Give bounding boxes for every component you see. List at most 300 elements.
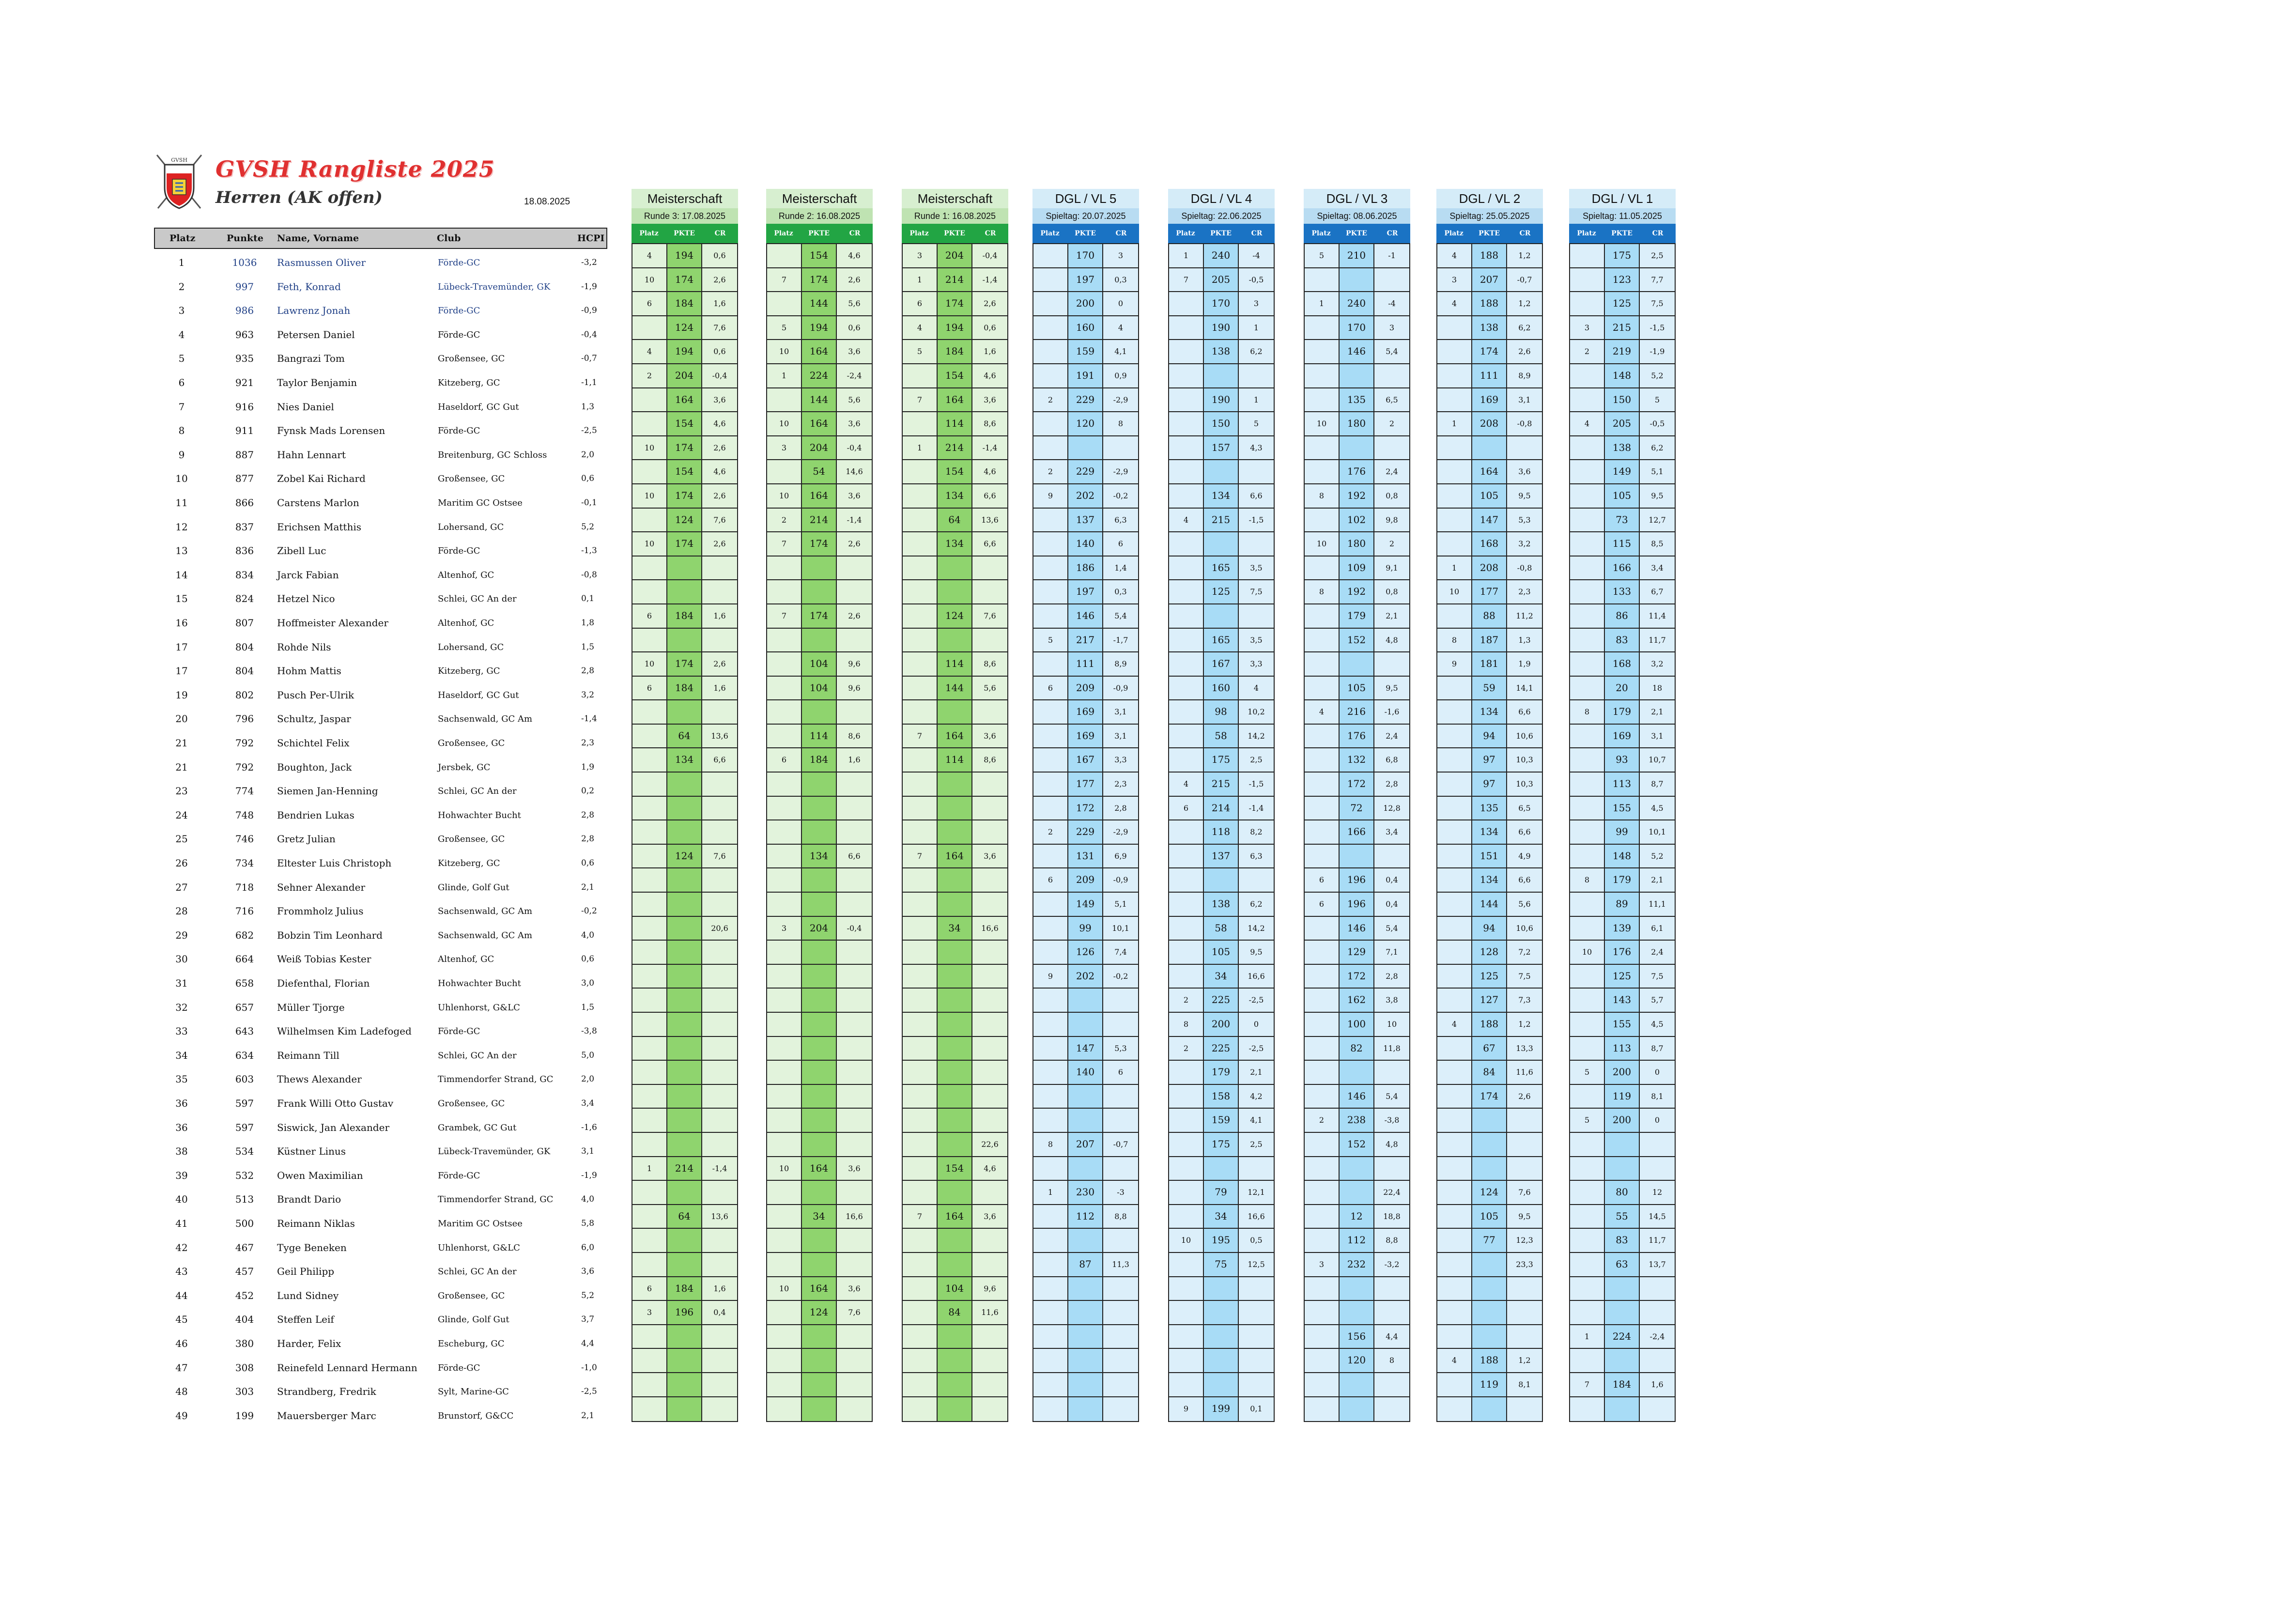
table-row <box>767 797 872 821</box>
cell-cr: 2,8 <box>1103 797 1138 821</box>
table-row <box>1305 1109 1409 1133</box>
cell-platz <box>1033 1325 1068 1349</box>
cell-cr: 2,6 <box>702 652 737 677</box>
cell-pkte: 154 <box>667 412 702 436</box>
row-hcpi: 2,0 <box>581 1074 595 1084</box>
cell-cr: 10,6 <box>1507 917 1542 941</box>
cell-cr <box>1239 868 1274 893</box>
cell-cr: 8,8 <box>1103 1205 1138 1229</box>
cell-platz: 7 <box>903 388 938 413</box>
cell-cr <box>1103 989 1138 1013</box>
cell-cr <box>702 556 737 581</box>
cell-cr: 10,3 <box>1507 748 1542 773</box>
cell-platz <box>767 725 802 749</box>
cell-platz: 2 <box>1033 820 1068 845</box>
cell-pkte: 180 <box>1340 412 1374 436</box>
table-row <box>903 652 1007 677</box>
cell-pkte: 196 <box>1340 868 1374 893</box>
cell-cr: 10 <box>1374 1013 1409 1037</box>
table-row <box>1305 700 1409 725</box>
row-club: Altenhof, GC <box>438 618 494 628</box>
cell-pkte: 192 <box>1340 484 1374 509</box>
table-row <box>1033 244 1138 268</box>
table-row <box>1437 1061 1542 1085</box>
cell-cr <box>972 941 1007 965</box>
cell-pkte <box>1068 1349 1103 1373</box>
cell-pkte: 174 <box>667 532 702 556</box>
sub-header-cr: CR <box>714 230 726 237</box>
cell-cr <box>702 868 737 893</box>
table-row <box>632 364 737 388</box>
table-row <box>1570 1373 1675 1397</box>
row-rank: 15 <box>175 593 188 605</box>
table-row <box>767 268 872 293</box>
table-row <box>1437 773 1542 797</box>
page-subtitle: Herren (AK offen) <box>216 188 383 207</box>
cell-platz: 8 <box>1169 1013 1204 1037</box>
cell-pkte: 98 <box>1204 700 1239 725</box>
cell-platz <box>1169 1301 1204 1325</box>
cell-cr: 3,5 <box>1239 629 1274 653</box>
cell-platz: 8 <box>1305 484 1340 509</box>
table-row <box>1305 725 1409 749</box>
cell-platz <box>903 820 938 845</box>
table-row <box>767 580 872 604</box>
row-hcpi: -2,5 <box>581 426 597 436</box>
table-row <box>632 868 737 893</box>
row-club: Uhlenhorst, G&LC <box>438 1002 520 1013</box>
cell-cr <box>702 1133 737 1157</box>
table-row <box>1570 677 1675 701</box>
table-row <box>1169 773 1274 797</box>
cell-pkte: 210 <box>1340 244 1374 268</box>
table-row <box>1437 460 1542 484</box>
sub-header-platz: Platz <box>909 230 929 237</box>
cell-cr: -3 <box>1103 1181 1138 1205</box>
table-row <box>1033 868 1138 893</box>
table-row <box>767 1037 872 1061</box>
row-club: Uhlenhorst, G&LC <box>438 1242 520 1253</box>
table-row <box>1570 1301 1675 1325</box>
cell-cr: 7,6 <box>702 316 737 340</box>
cell-platz <box>1305 1325 1340 1349</box>
row-club: Förde-GC <box>438 426 480 436</box>
cell-platz <box>1305 604 1340 629</box>
cell-pkte: 170 <box>1204 292 1239 316</box>
cell-pkte: 164 <box>1472 460 1507 484</box>
row-rank: 8 <box>178 425 185 437</box>
cell-pkte: 176 <box>1605 941 1640 965</box>
table-row <box>903 1349 1007 1373</box>
cell-platz: 4 <box>632 244 667 268</box>
row-hcpi: -0,7 <box>581 354 597 364</box>
row-hcpi: 2,8 <box>581 666 595 676</box>
row-hcpi: -1,6 <box>581 1122 597 1132</box>
row-name: Wilhelmsen Kim Ladefoged <box>277 1025 412 1037</box>
cell-pkte: 104 <box>938 1277 972 1301</box>
cell-platz: 8 <box>1437 629 1472 653</box>
row-club: Förde-GC <box>438 306 480 316</box>
table-row <box>903 1253 1007 1277</box>
row-points: 807 <box>235 617 254 629</box>
cell-platz: 2 <box>1570 340 1605 364</box>
cell-pkte: 58 <box>1204 917 1239 941</box>
cell-pkte: 159 <box>1068 340 1103 364</box>
cell-cr: 1 <box>1239 316 1274 340</box>
cell-cr: 6,9 <box>1103 845 1138 869</box>
cell-platz <box>1033 316 1068 340</box>
row-hcpi: 3,7 <box>581 1314 595 1325</box>
cell-pkte: 137 <box>1204 845 1239 869</box>
sub-header-cr: CR <box>1387 230 1398 237</box>
cell-platz <box>903 652 938 677</box>
table-row <box>632 412 737 436</box>
cell-pkte: 77 <box>1472 1229 1507 1253</box>
cell-cr: -2,9 <box>1103 460 1138 484</box>
cell-platz <box>1570 268 1605 293</box>
cell-platz <box>632 460 667 484</box>
block-title: Meisterschaft <box>766 189 873 208</box>
table-row <box>1570 1181 1675 1205</box>
table-row <box>903 748 1007 773</box>
cell-pkte <box>938 1349 972 1373</box>
block-title: Meisterschaft <box>632 189 738 208</box>
row-name: Lawrenz Jonah <box>277 305 351 317</box>
cell-cr <box>972 868 1007 893</box>
table-row <box>1570 604 1675 629</box>
cell-pkte: 100 <box>1340 1013 1374 1037</box>
cell-cr <box>702 893 737 917</box>
cell-platz <box>767 1181 802 1205</box>
table-row <box>903 1037 1007 1061</box>
cell-cr: 5,3 <box>1103 1037 1138 1061</box>
cell-cr: 4,8 <box>1374 1133 1409 1157</box>
cell-cr: 3,3 <box>1103 748 1138 773</box>
cell-platz <box>767 1253 802 1277</box>
cell-cr: 16,6 <box>1239 1205 1274 1229</box>
row-rank: 3 <box>178 305 185 317</box>
cell-pkte <box>802 868 837 893</box>
table-row <box>1437 556 1542 581</box>
cell-pkte <box>1068 1325 1103 1349</box>
row-hcpi: 1,9 <box>581 762 595 772</box>
row-name: Geil Philipp <box>277 1266 335 1278</box>
cell-platz: 10 <box>767 1277 802 1301</box>
cell-cr: -3,8 <box>1374 1109 1409 1133</box>
table-row <box>1169 1277 1274 1301</box>
table-row <box>1169 1205 1274 1229</box>
cell-pkte <box>1340 1397 1374 1422</box>
cell-cr: 0,6 <box>837 316 872 340</box>
row-hcpi: 2,1 <box>581 1410 595 1421</box>
cell-cr: 8,1 <box>1640 1085 1675 1109</box>
cell-platz <box>1570 1085 1605 1109</box>
cell-pkte: 124 <box>802 1301 837 1325</box>
cell-pkte: 114 <box>802 725 837 749</box>
block-date: Spieltag: 25.05.2025 <box>1436 208 1543 224</box>
cell-platz <box>1570 388 1605 413</box>
cell-platz: 1 <box>1169 244 1204 268</box>
cell-pkte: 20 <box>1605 677 1640 701</box>
cell-cr: 4,5 <box>1640 797 1675 821</box>
row-hcpi: 1,5 <box>581 642 595 652</box>
cell-pkte <box>938 1133 972 1157</box>
table-row <box>1033 268 1138 293</box>
cell-pkte <box>938 989 972 1013</box>
table-row <box>632 677 737 701</box>
table-row <box>903 604 1007 629</box>
row-club: Lohersand, GC <box>438 642 504 652</box>
cell-pkte <box>938 1325 972 1349</box>
table-row <box>1169 677 1274 701</box>
cell-platz <box>632 629 667 653</box>
cell-pkte: 179 <box>1204 1061 1239 1085</box>
cell-platz: 2 <box>1033 460 1068 484</box>
cell-platz <box>903 509 938 533</box>
row-points: 603 <box>235 1073 254 1085</box>
table-row <box>903 340 1007 364</box>
cell-platz: 10 <box>632 652 667 677</box>
block-grid <box>632 243 738 1422</box>
cell-platz <box>767 868 802 893</box>
row-name: Diefenthal, Florian <box>277 977 370 989</box>
table-row <box>903 1301 1007 1325</box>
cell-platz <box>903 797 938 821</box>
cell-platz <box>767 820 802 845</box>
cell-platz <box>1033 340 1068 364</box>
table-row <box>1169 748 1274 773</box>
cell-platz <box>1570 364 1605 388</box>
table-row <box>1033 556 1138 581</box>
cell-cr: 3,6 <box>972 845 1007 869</box>
cell-pkte: 167 <box>1068 748 1103 773</box>
cell-pkte: 114 <box>938 412 972 436</box>
cell-cr: 4,8 <box>1374 629 1409 653</box>
cell-pkte <box>1340 652 1374 677</box>
cell-platz <box>1305 820 1340 845</box>
block-column-header <box>902 224 1008 243</box>
table-row <box>767 1373 872 1397</box>
cell-platz <box>1305 436 1340 461</box>
cell-cr <box>837 1133 872 1157</box>
table-row <box>1033 700 1138 725</box>
cell-cr: 3,4 <box>1640 556 1675 581</box>
cell-platz <box>1437 1061 1472 1085</box>
cell-platz <box>1305 388 1340 413</box>
header-hcpi: HCPI <box>577 233 605 244</box>
row-hcpi: 5,2 <box>581 522 595 532</box>
cell-platz: 4 <box>1437 244 1472 268</box>
row-hcpi: 0,1 <box>581 594 595 604</box>
cell-pkte: 175 <box>1204 748 1239 773</box>
cell-pkte: 197 <box>1068 268 1103 293</box>
cell-pkte <box>1204 532 1239 556</box>
cell-pkte: 169 <box>1472 388 1507 413</box>
table-row <box>632 1373 737 1397</box>
cell-cr: 11,6 <box>972 1301 1007 1325</box>
cell-pkte: 214 <box>802 509 837 533</box>
table-row <box>1437 700 1542 725</box>
table-row <box>903 532 1007 556</box>
table-row <box>767 652 872 677</box>
cell-cr: 8,7 <box>1640 1037 1675 1061</box>
cell-platz <box>903 1373 938 1397</box>
cell-pkte: 169 <box>1068 725 1103 749</box>
row-rank: 9 <box>178 448 185 461</box>
cell-pkte: 199 <box>1204 1397 1239 1422</box>
cell-platz <box>1033 268 1068 293</box>
cell-platz <box>903 1325 938 1349</box>
row-rank: 49 <box>175 1409 188 1422</box>
cell-platz <box>1169 748 1204 773</box>
cell-pkte: 200 <box>1068 292 1103 316</box>
row-name: Thews Alexander <box>277 1073 362 1085</box>
cell-cr: 12,1 <box>1239 1181 1274 1205</box>
cell-pkte <box>802 941 837 965</box>
row-hcpi: 2,8 <box>581 810 595 820</box>
cell-cr: 6 <box>1103 532 1138 556</box>
cell-cr <box>837 1037 872 1061</box>
cell-platz <box>1033 1109 1068 1133</box>
table-row <box>1033 509 1138 533</box>
row-club: Haseldorf, GC Gut <box>438 690 519 700</box>
cell-platz: 9 <box>1033 484 1068 509</box>
cell-platz <box>632 1205 667 1229</box>
cell-platz <box>1169 1157 1204 1181</box>
table-row <box>632 845 737 869</box>
cell-platz <box>903 941 938 965</box>
row-club: Timmendorfer Strand, GC <box>438 1074 554 1085</box>
cell-pkte <box>1472 1109 1507 1133</box>
cell-pkte: 225 <box>1204 1037 1239 1061</box>
cell-pkte: 164 <box>802 484 837 509</box>
row-name: Jarck Fabian <box>277 569 339 581</box>
cell-pkte: 113 <box>1605 1037 1640 1061</box>
cell-pkte: 174 <box>667 652 702 677</box>
cell-platz: 10 <box>767 412 802 436</box>
cell-pkte <box>802 1373 837 1397</box>
cell-cr: 18 <box>1640 677 1675 701</box>
cell-cr: 4,2 <box>1239 1085 1274 1109</box>
cell-pkte: 184 <box>802 748 837 773</box>
cell-cr <box>972 893 1007 917</box>
cell-cr: -0,2 <box>1103 965 1138 989</box>
table-row <box>1437 748 1542 773</box>
table-row <box>632 509 737 533</box>
cell-pkte: 105 <box>1204 941 1239 965</box>
cell-platz <box>632 989 667 1013</box>
sub-header-pkte: PKTE <box>1075 230 1096 237</box>
table-row <box>903 629 1007 653</box>
cell-pkte: 134 <box>938 484 972 509</box>
cell-platz <box>767 1349 802 1373</box>
row-points: 792 <box>235 737 254 749</box>
cell-pkte <box>938 1037 972 1061</box>
row-name: Hahn Lennart <box>277 448 346 461</box>
cell-pkte <box>802 1061 837 1085</box>
cell-platz <box>632 1397 667 1422</box>
row-points: 380 <box>235 1338 254 1349</box>
cell-pkte: 177 <box>1472 580 1507 604</box>
table-row <box>1033 1253 1138 1277</box>
cell-cr: 11,7 <box>1640 1229 1675 1253</box>
cell-pkte: 146 <box>1340 1085 1374 1109</box>
cell-cr <box>1374 652 1409 677</box>
cell-pkte: 214 <box>938 268 972 293</box>
table-row <box>767 1397 872 1422</box>
row-name: Strandberg, Fredrik <box>277 1386 376 1398</box>
cell-cr: 5,1 <box>1640 460 1675 484</box>
cell-platz: 7 <box>903 725 938 749</box>
row-name: Zibell Luc <box>277 545 326 557</box>
table-row <box>632 1109 737 1133</box>
table-row <box>1033 604 1138 629</box>
cell-platz <box>1305 1397 1340 1422</box>
cell-platz <box>903 1397 938 1422</box>
cell-platz: 2 <box>1169 989 1204 1013</box>
cell-platz <box>1437 965 1472 989</box>
table-row <box>1437 1133 1542 1157</box>
cell-cr: 4 <box>1239 677 1274 701</box>
table-row <box>767 629 872 653</box>
table-row <box>767 748 872 773</box>
cell-pkte: 118 <box>1204 820 1239 845</box>
cell-cr <box>1103 1301 1138 1325</box>
table-row <box>632 1205 737 1229</box>
table-row <box>1437 1301 1542 1325</box>
cell-platz <box>1169 1133 1204 1157</box>
cell-platz <box>1437 1229 1472 1253</box>
cell-pkte: 186 <box>1068 556 1103 581</box>
cell-cr: 16,6 <box>837 1205 872 1229</box>
cell-platz <box>1570 604 1605 629</box>
cell-pkte: 79 <box>1204 1181 1239 1205</box>
cell-platz <box>767 1085 802 1109</box>
cell-cr <box>972 1181 1007 1205</box>
cell-pkte: 202 <box>1068 965 1103 989</box>
row-hcpi: 4,0 <box>581 1194 595 1205</box>
block-grid <box>902 243 1008 1422</box>
cell-platz <box>1169 364 1204 388</box>
cell-cr: 9,5 <box>1239 941 1274 965</box>
cell-pkte: 149 <box>1068 893 1103 917</box>
cell-pkte: 75 <box>1204 1253 1239 1277</box>
table-row <box>1570 652 1675 677</box>
cell-pkte: 179 <box>1340 604 1374 629</box>
cell-cr <box>1239 1373 1274 1397</box>
block-column-header <box>632 224 738 243</box>
cell-pkte <box>667 1037 702 1061</box>
cell-cr: 2,6 <box>837 268 872 293</box>
cell-cr: -1,6 <box>1374 700 1409 725</box>
cell-platz <box>903 1013 938 1037</box>
cell-pkte <box>1472 1301 1507 1325</box>
cell-pkte <box>938 580 972 604</box>
cell-pkte: 125 <box>1472 965 1507 989</box>
table-row <box>903 868 1007 893</box>
table-row <box>1033 748 1138 773</box>
table-row <box>767 1349 872 1373</box>
table-row <box>903 1157 1007 1181</box>
cell-cr <box>1103 1349 1138 1373</box>
cell-cr: 4,1 <box>1103 340 1138 364</box>
cell-pkte: 73 <box>1605 509 1640 533</box>
cell-cr <box>1239 1325 1274 1349</box>
cell-cr <box>1507 1157 1542 1181</box>
cell-pkte: 240 <box>1204 244 1239 268</box>
cell-platz <box>1169 868 1204 893</box>
cell-platz <box>1169 1061 1204 1085</box>
